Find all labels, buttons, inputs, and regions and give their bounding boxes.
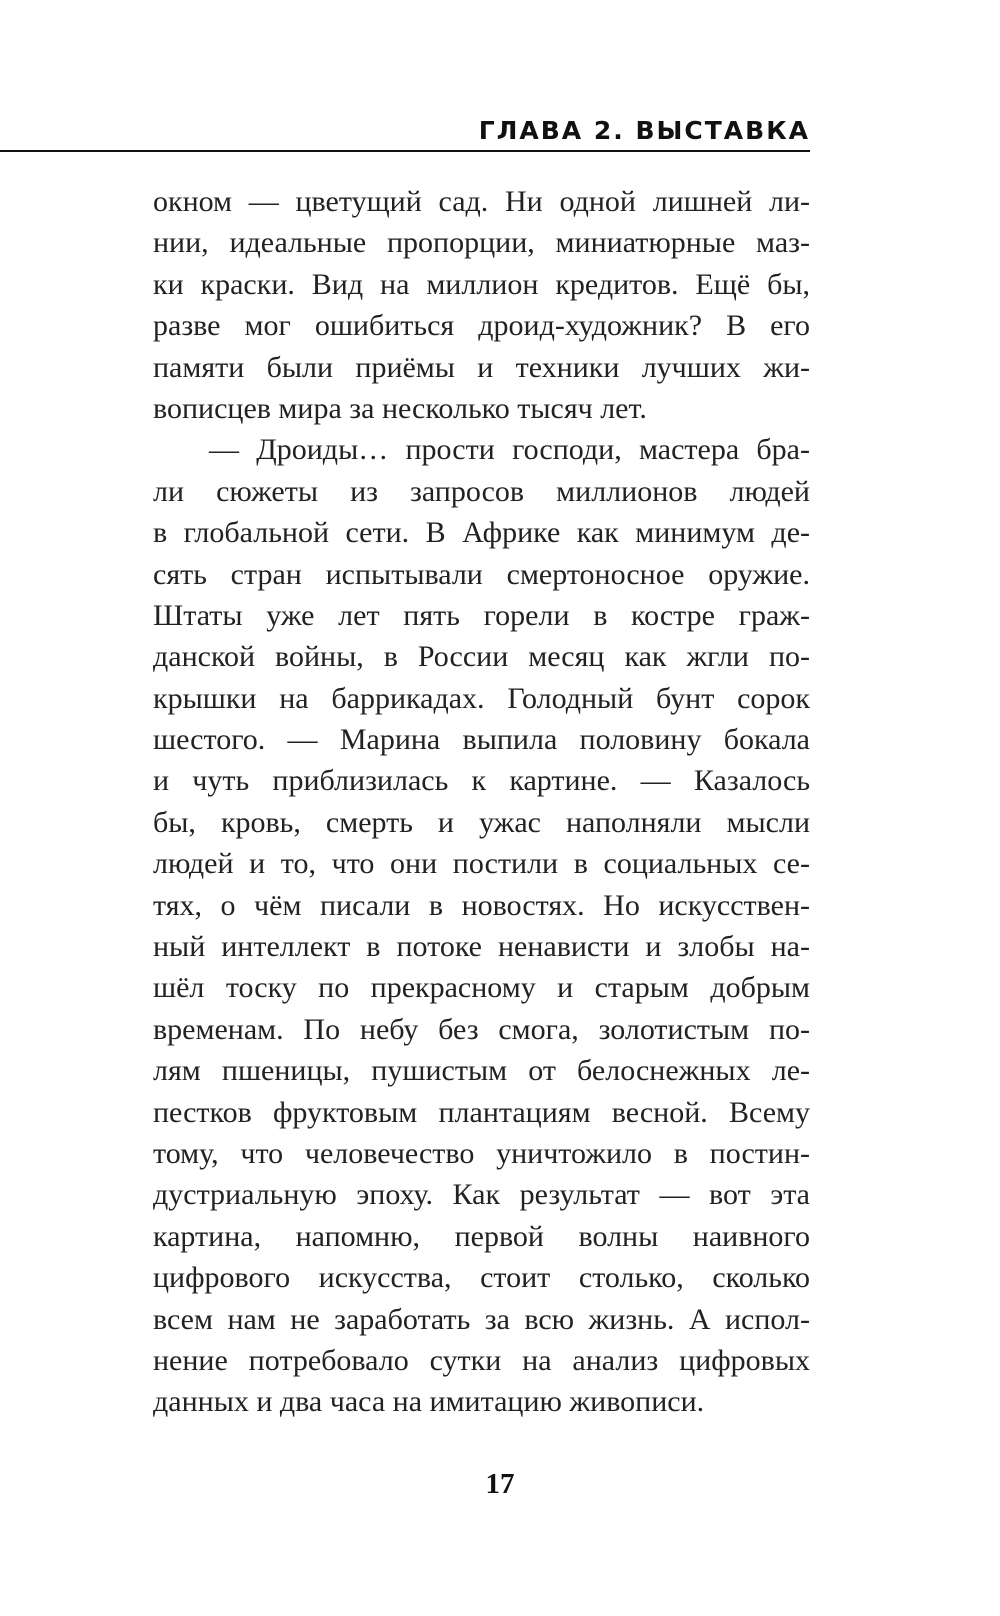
text-line: дустриальную эпоху. Как результат — вот эта (153, 1178, 810, 1212)
header-rule (0, 150, 810, 152)
text-line: Штаты уже лет пять горели в костре граж- (153, 598, 810, 632)
text-line: ки краски. Вид на миллион кредитов. Ещё бы, (153, 267, 810, 301)
text-line: данных и два часа на имитацию живописи. (153, 1385, 705, 1419)
text-line: временам. По небу без смога, золотистым по- (153, 1012, 810, 1046)
page-number: 17 (485, 1468, 515, 1500)
text-line: людей и то, что они постили в социальных се- (153, 847, 810, 881)
text-line: нии, идеальные пропорции, миниатюрные маз- (153, 226, 810, 260)
text-line: памяти были приёмы и техники лучших жи- (153, 350, 810, 384)
text-line: тях, о чём писали в новостях. Но искусствен- (153, 888, 810, 922)
text-line: нение потребовало сутки на анализ цифровых (153, 1343, 810, 1377)
text-line: ный интеллект в потоке ненависти и злобы на- (153, 930, 810, 964)
text-line: крышки на баррикадах. Голодный бунт сорок (153, 681, 810, 715)
text-line: сять стран испытывали смертоносное оружие. (153, 557, 810, 591)
text-line: разве мог ошибиться дроид-художник? В его (153, 309, 810, 343)
text-line: и чуть приблизилась к картине. — Казалось (153, 764, 810, 798)
body-text (153, 181, 810, 1423)
text-line: пестков фруктовым плантациям весной. Всему (153, 1095, 810, 1129)
text-line: в глобальной сети. В Африке как минимум де- (153, 516, 810, 550)
text-line: картина, напомню, первой волны наивного (153, 1219, 810, 1253)
text-line: лям пшеницы, пушистым от белоснежных ле- (153, 1054, 810, 1088)
text-line: шёл тоску по прекрасному и старым добрым (153, 971, 810, 1005)
text-line: тому, что человечество уничтожило в постин- (153, 1136, 810, 1170)
text-line: бы, кровь, смерть и ужас наполняли мысли (153, 805, 810, 839)
text-line: окном — цветущий сад. Ни одной лишней ли- (153, 185, 810, 218)
running-head: ГЛАВА 2. ВЫСТАВКА (478, 116, 810, 145)
text-line: вописцев мира за несколько тысяч лет. (153, 391, 647, 425)
text-line: цифрового искусства, стоит столько, сколько (153, 1261, 810, 1295)
text-line: данской войны, в России месяц как жгли по- (153, 640, 810, 674)
text-line: шестого. — Марина выпила половину бокала (153, 723, 810, 757)
text-line: всем нам не заработать за всю жизнь. А испол- (153, 1302, 810, 1336)
text-line: ли сюжеты из запросов миллионов людей (153, 474, 810, 508)
text-line: — Дроиды… прости господи, мастера бра- (209, 433, 810, 467)
